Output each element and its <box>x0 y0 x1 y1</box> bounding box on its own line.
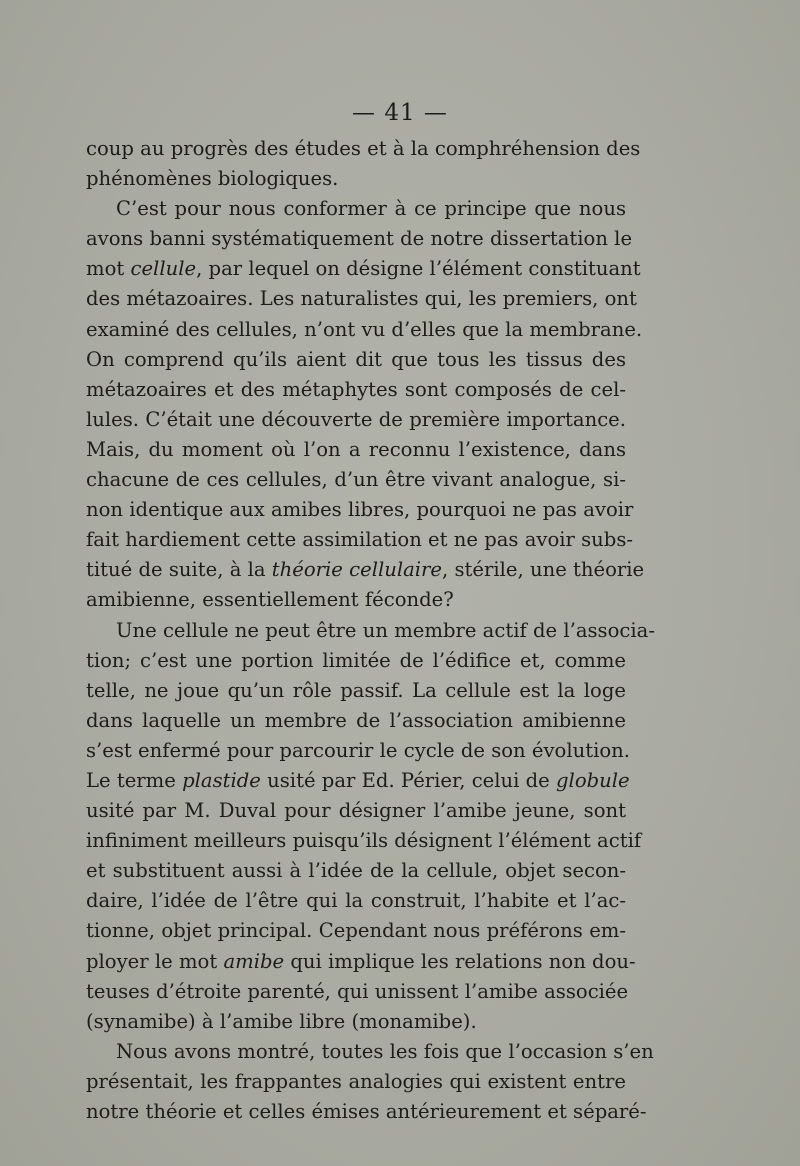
text-line: des métazoaires. Les naturalistes qui, les premiers, ont <box>86 287 637 311</box>
text-line <box>86 254 641 284</box>
text-line: amibienne, essentiellement féconde? <box>86 588 454 612</box>
text-line: s’est enfermé pour parcourir le cycle de son évolution. <box>86 738 631 762</box>
italic-term: plastide <box>182 768 261 792</box>
text-line: Nous avons montré, toutes les fois que l’occasion s’en <box>116 1039 654 1063</box>
text-line <box>86 555 645 585</box>
text-line: (synamibe) à l’amibe libre (monamibe). <box>86 1009 477 1033</box>
text-line: dans laquelle un membre de l’association amibienne <box>86 708 626 732</box>
italic-term: globule <box>556 768 630 792</box>
text-line: et substituent aussi à l’idée de la cellule, objet secon- <box>86 859 626 883</box>
page-number: — 41 — <box>352 100 448 126</box>
body-text <box>86 134 655 1127</box>
text-line: non identique aux amibes libres, pourquoi ne pas avoir <box>86 498 634 522</box>
text-line: coup au progrès des études et à la comphréhension des <box>86 137 641 160</box>
text-segment: Le terme <box>86 768 183 792</box>
text-line <box>86 766 630 796</box>
text-line: chacune de ces cellules, d’un être vivant analogue, si- <box>86 468 626 492</box>
text-line: avons banni systématiquement de notre dissertation le <box>86 227 633 251</box>
text-segment: qui implique les relations non dou- <box>284 949 636 973</box>
text-segment: , par lequel on désigne l’élément constituant <box>196 257 641 281</box>
text-segment: titué de suite, à la <box>86 558 272 582</box>
text-line: présentait, les frappantes analogies qui existent entre <box>86 1069 626 1093</box>
text-line: Une cellule ne peut être un membre actif de l’associa- <box>116 618 655 642</box>
text-line: infiniment meilleurs puisqu’ils désignent l’élément actif <box>86 829 642 853</box>
text-line: phénomènes biologiques. <box>86 167 339 191</box>
text-segment: ployer le mot <box>86 949 224 973</box>
text-line: Mais, du moment où l’on a reconnu l’existence, dans <box>86 437 626 461</box>
text-line: lules. C’était une découverte de première importance. <box>86 407 626 431</box>
italic-term: cellule <box>130 257 197 281</box>
text-line: C’est pour nous conformer à ce principe que nous <box>116 197 626 221</box>
text-line: On comprend qu’ils aient dit que tous les tissus des <box>86 347 626 371</box>
text-line: daire, l’idée de l’être qui la construit, l’habite et l’ac- <box>86 889 626 913</box>
text-segment: , stérile, une théorie <box>442 558 645 582</box>
text-line: notre théorie et celles émises antérieurement et séparé- <box>86 1100 647 1123</box>
text-line: teuses d’étroite parenté, qui unissent l’amibe associée <box>86 979 629 1003</box>
text-line: telle, ne joue qu’un rôle passif. La cellule est la loge <box>86 678 626 702</box>
italic-term: amibe <box>223 949 285 973</box>
text-line: usité par M. Duval pour désigner l’amibe jeune, sont <box>86 799 626 823</box>
text-line: tion; c’est une portion limitée de l’édifice et, comme <box>86 648 626 672</box>
italic-term: théorie cellulaire <box>271 558 443 582</box>
text-segment: mot <box>86 257 131 281</box>
text-segment: usité par Ed. Périer, celui de <box>260 768 557 792</box>
text-line: fait hardiement cette assimilation et ne pas avoir subs- <box>86 528 633 552</box>
text-line <box>86 947 636 977</box>
text-line: examiné des cellules, n’ont vu d’elles que la membrane. <box>86 317 643 341</box>
text-line: tionne, objet principal. Cependant nous préférons em- <box>86 919 626 943</box>
text-line: métazoaires et des métaphytes sont composés de cel- <box>86 377 626 401</box>
